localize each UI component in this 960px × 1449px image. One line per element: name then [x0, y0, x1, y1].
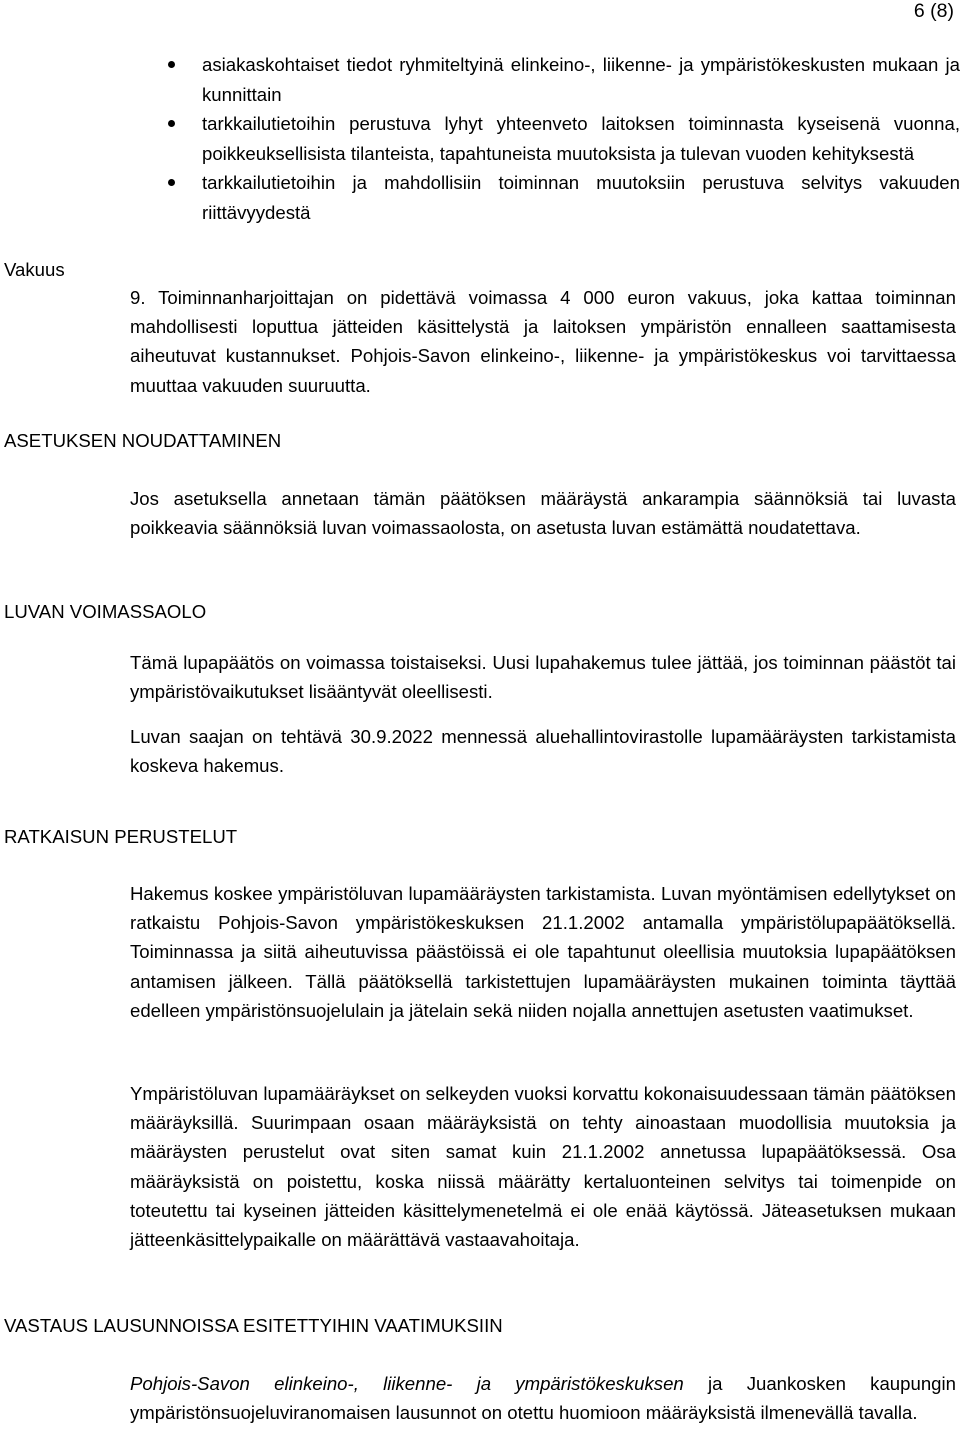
- report-contents-list: [165, 50, 960, 227]
- asetuksen-heading: ASETUKSEN NOUDATTAMINEN: [4, 430, 282, 451]
- asetuksen-paragraph: Jos asetuksella annetaan tämän päätöksen määräystä ankarampia säännöksiä tai luvasta poikkeavia säännöksiä luvan voimassaolosta, on asetusta luvan estämättä noudatettava.: [130, 488, 956, 539]
- vastaus-paragraph: [130, 1369, 956, 1427]
- vakuus-paragraph: 9. Toiminnanharjoittajan on pidettävä voimassa 4 000 euron vakuus, joka kattaa toiminnan mahdollisesti loputtua jätteiden käsittelystä ja laitoksen ympäristön ennalleen saattamisesta aiheutuvat kustannukset. Pohjois-Savon elinkeino-, liikenne- ja ympäristökeskus voi tarvittaessa muuttaa vakuuden suuruutta.: [130, 287, 956, 396]
- vastaus-italic-text: Pohjois-Savon elinkeino-, liikenne- ja ympäristökeskuksen: [130, 1373, 684, 1394]
- perustelut-paragraph-1: Hakemus koskee ympäristöluvan lupamääräysten tarkistamista. Luvan myöntämisen edellytykset on ratkaistu Pohjois-Savon ympäristökeskuksen 21.1.2002 antamalla ympäristölupapäätöksellä. Toiminnassa ja siitä aiheutuvissa päästöissä ei ole tapahtunut oleellisia muutoksia lupapäätöksen antamisen jälkeen. Tällä päätöksellä tarkistettujen lupamääräysten mukainen toiminta täyttää edelleen ympäristönsuojelulain ja jätelain sekä niiden nojalla annettujen asetusten vaatimukset.: [130, 883, 956, 1021]
- list-item: tarkkailutietoihin ja mahdollisiin toiminnan muutoksiin perustuva selvitys vakuuden riittävyydestä: [165, 168, 960, 227]
- vastaus-heading: VASTAUS LAUSUNNOISSA ESITETTYIHIN VAATIMUKSIIN: [4, 1315, 503, 1336]
- page-number: 6 (8): [913, 0, 954, 22]
- voimassaolo-paragraph-2: Luvan saajan on tehtävä 30.9.2022 mennessä aluehallintovirastolle lupamääräysten tarkistamista koskeva hakemus.: [130, 726, 956, 777]
- voimassaolo-paragraph-1: Tämä lupapäätös on voimassa toistaiseksi. Uusi lupahakemus tulee jättää, jos toiminnan päästöt tai ympäristövaikutukset lisääntyvät oleellisesti.: [130, 652, 956, 703]
- vastaus-text: ja Juankosken kaupungin ympäristönsuojeluviranomaisen lausunnot on otettu huomioon määräyksistä ilmenevällä tavalla.: [130, 1373, 956, 1424]
- list-item: tarkkailutietoihin perustuva lyhyt yhteenveto laitoksen toiminnasta kyseisenä vuonna, poikkeuksellisista tilanteista, tapahtuneista muutoksista ja tulevan vuoden kehityksestä: [165, 109, 960, 168]
- perustelut-heading: RATKAISUN PERUSTELUT: [4, 826, 238, 847]
- vakuus-label: Vakuus: [4, 259, 65, 280]
- voimassaolo-heading: LUVAN VOIMASSAOLO: [4, 601, 207, 622]
- list-item: asiakaskohtaiset tiedot ryhmiteltyinä elinkeino-, liikenne- ja ympäristökeskusten mukaan ja kunnittain: [165, 50, 960, 109]
- perustelut-paragraph-2: Ympäristöluvan lupamääräykset on selkeyden vuoksi korvattu kokonaisuudessaan tämän päätöksen määräyksillä. Suurimpaan osaan määräyksistä on tehty ainoastaan muodollisia muutoksia ja määräysten perustelut ovat siten samat kuin 21.1.2002 annetussa lupapäätöksessä. Osa määräyksistä on poistettu, koska niissä määrätty kertaluonteinen selvitys tai toimenpide on toteutettu tai kyseinen jätteiden käsittelymenetelmä ei ole enää käytössä. Jäteasetuksen mukaan jätteenkäsittelypaikalle on määrättävä vastaavahoitaja.: [130, 1083, 956, 1251]
